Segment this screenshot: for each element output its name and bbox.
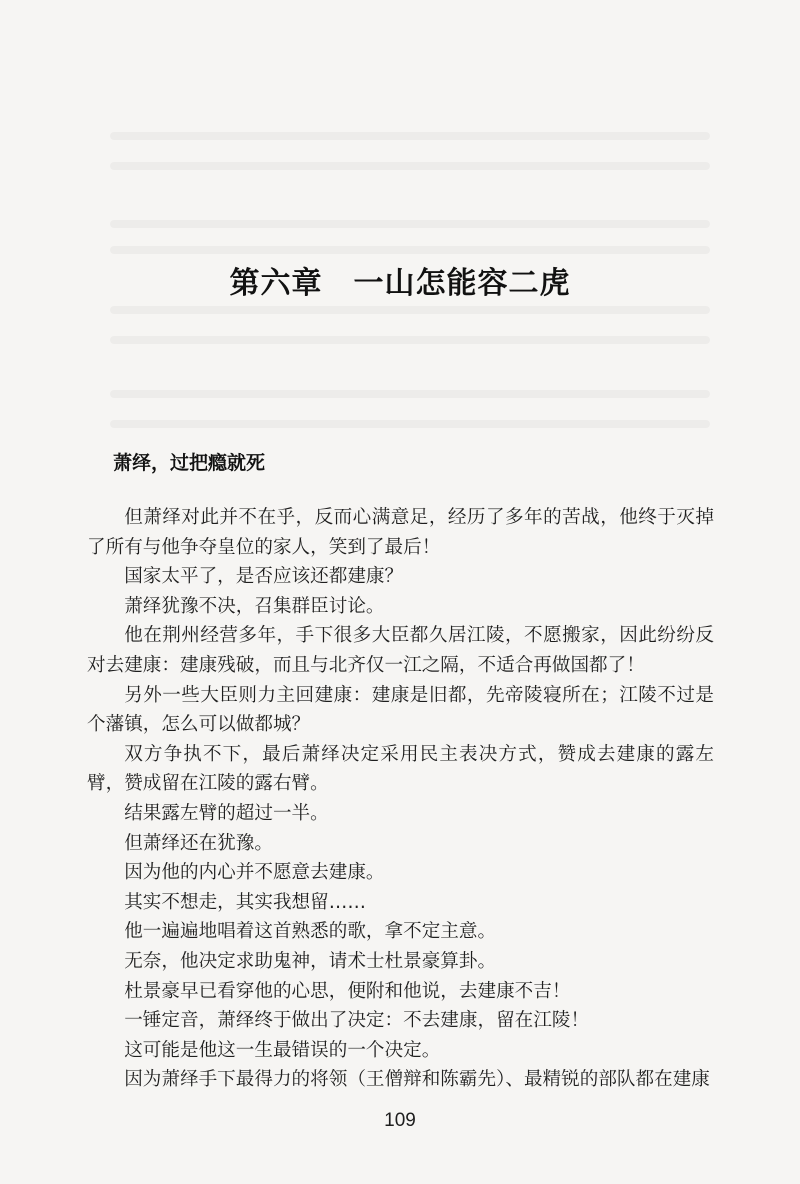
paragraph: 杜景豪早已看穿他的心思，便附和他说，去建康不吉！: [124, 980, 571, 1002]
paragraph: 其实不想走，其实我想留……: [124, 891, 366, 913]
paragraph: 国家太平了，是否应该还都建康？: [124, 566, 404, 588]
page-number: 109: [384, 1110, 416, 1131]
bleed-through-line: [110, 336, 710, 344]
paragraph: 他一遍遍地唱着这首熟悉的歌，拿不定主意。: [124, 921, 497, 943]
bleed-through-line: [110, 420, 710, 428]
paragraph: 无奈，他决定求助鬼神，请术士杜景豪算卦。: [124, 950, 497, 972]
paragraph: 因为萧绎手下最得力的将领（王僧辩和陈霸先）、最精锐的部队都在建康: [124, 1069, 710, 1091]
body-text: [87, 503, 714, 1095]
bleed-through-line: [110, 306, 710, 314]
bleed-through-line: [110, 162, 710, 170]
paragraph: 因为他的内心并不愿意去建康。: [124, 862, 385, 884]
section-heading: 萧绎，过把瘾就死: [113, 452, 266, 474]
paragraph: 另外一些大臣则力主回建康：建康是旧都，先帝陵寝所在；江陵不过是个藩镇，怎么可以做都城？: [87, 684, 714, 736]
bleed-through-line: [110, 220, 710, 228]
chapter-title: 第六章 一山怎能容二虎: [229, 266, 571, 301]
bleed-through-line: [110, 246, 710, 254]
paragraph: 萧绎犹豫不决，召集群臣讨论。: [124, 595, 385, 617]
paragraph: 一锤定音，萧绎终于做出了决定：不去建康，留在江陵！: [124, 1010, 590, 1032]
paragraph: 他在荆州经营多年，手下很多大臣都久居江陵，不愿搬家，因此纷纷反对去建康：建康残破，而且与北齐仅一江之隔，不适合再做国都了！: [87, 625, 714, 676]
paragraph: 双方争执不下，最后萧绎决定采用民主表决方式，赞成去建康的露左臂，赞成留在江陵的露右臂。: [87, 743, 714, 795]
paragraph: 这可能是他这一生最错误的一个决定。: [124, 1039, 441, 1061]
paragraph: 但萧绎对此并不在乎，反而心满意足，经历了多年的苦战，他终于灭掉了所有与他争夺皇位的家人，笑到了最后！: [87, 507, 714, 558]
bleed-through-line: [110, 132, 710, 140]
paragraph: 结果露左臂的超过一半。: [124, 802, 329, 824]
bleed-through-line: [110, 390, 710, 398]
paragraph: 但萧绎还在犹豫。: [124, 832, 273, 854]
